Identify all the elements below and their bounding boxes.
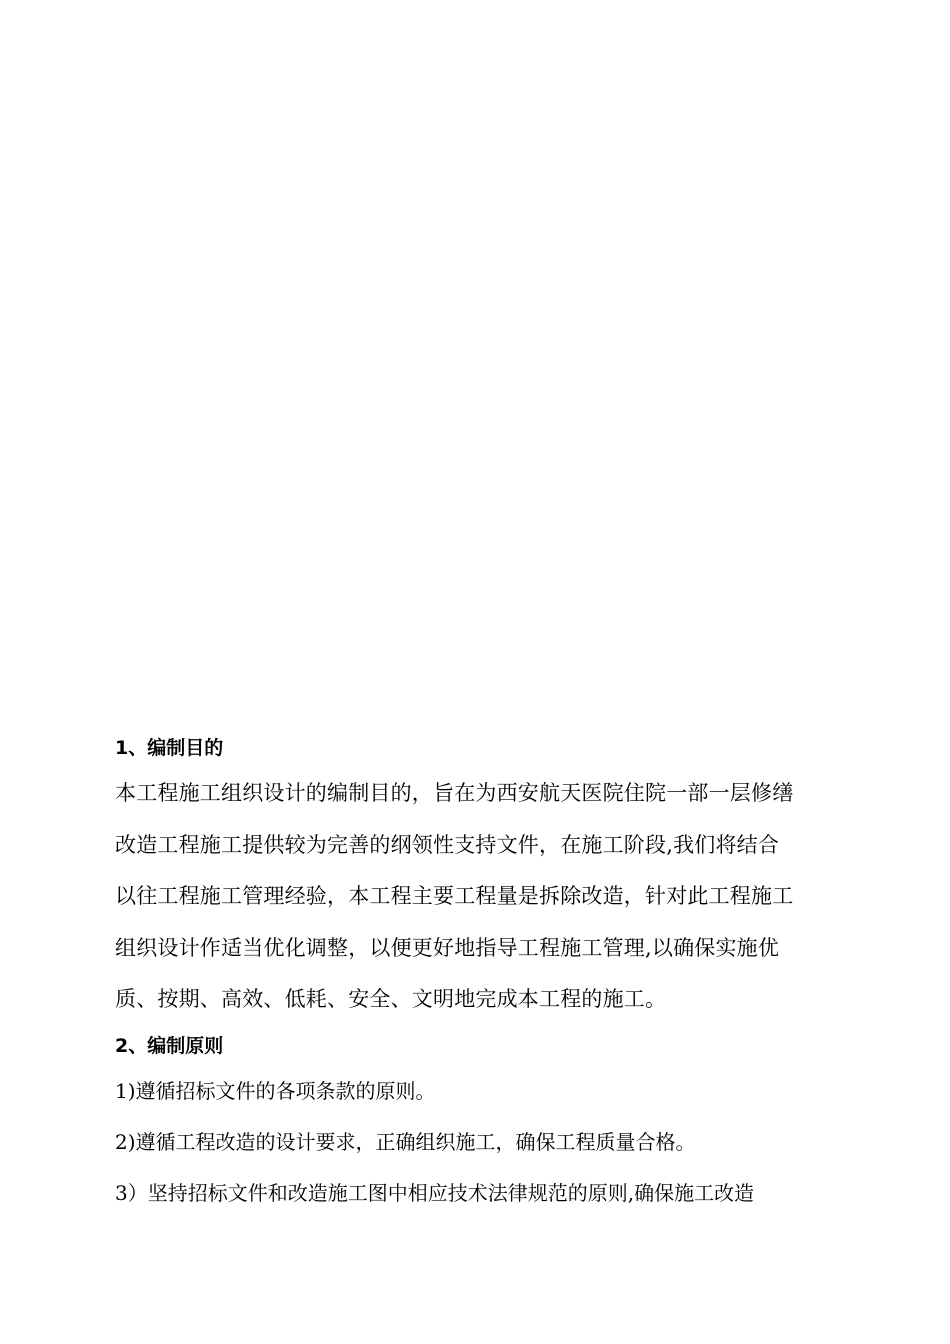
principles-list <box>115 1066 843 1219</box>
paragraph-line: 质、按期、高效、低耗、安全、文明地完成本工程的施工。 <box>115 987 667 1011</box>
paragraph-line: 本工程施工组织设计的编制目的，旨在为西安航天医院住院一部一层修缮 <box>115 781 794 805</box>
section-heading-principles: 2、编制原则 <box>115 1034 224 1057</box>
list-item: 1)遵循招标文件的各项条款的原则。 <box>115 1078 436 1103</box>
document-body <box>115 728 843 1219</box>
paragraph-line: 组织设计作适当优化调整，以便更好地指导工程施工管理,以确保实施优 <box>115 935 780 960</box>
paragraph-line: 以往工程施工管理经验，本工程主要工程量是拆除改造，针对此工程施工 <box>115 884 794 908</box>
list-item: 2)遵循工程改造的设计要求，正确组织施工，确保工程质量合格。 <box>115 1129 696 1154</box>
paragraph-line: 改造工程施工提供较为完善的纲领性支持文件，在施工阶段,我们将结合 <box>115 832 780 857</box>
list-item: 3）坚持招标文件和改造施工图中相应技术法律规范的原则,确保施工改造 <box>115 1180 755 1205</box>
section-heading-purpose: 1、编制目的 <box>115 737 224 759</box>
purpose-paragraph <box>115 768 843 1026</box>
